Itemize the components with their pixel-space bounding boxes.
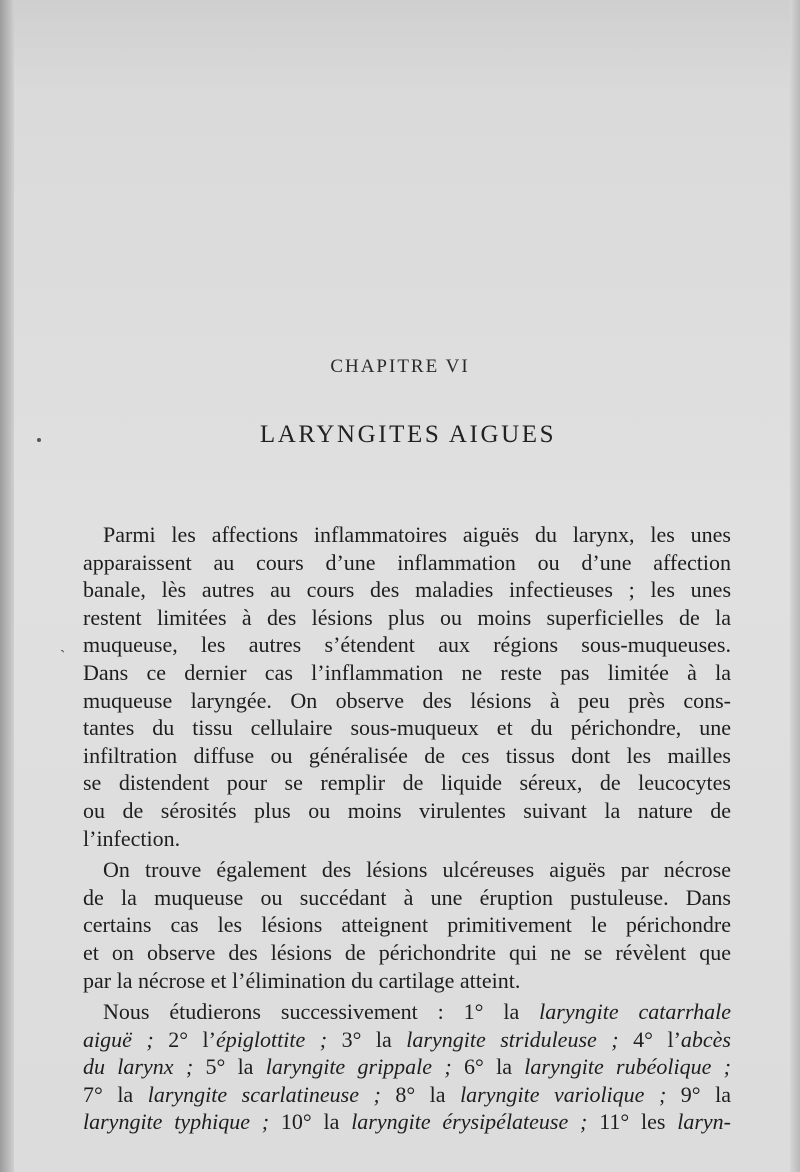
italic-run: laryn- (677, 1109, 731, 1135)
text-run: Nous étudierons successivement : 1° la (103, 999, 540, 1025)
text-line: l’infection. (83, 825, 181, 851)
text-line: tantes du tissu cellulaire sous-muqueux et du périchondre, une (83, 715, 731, 741)
text-run: 6° la (451, 1054, 525, 1080)
italic-run: laryngite catarrhale (539, 999, 731, 1025)
italic-run: laryngite érysipélateuse ; (351, 1109, 588, 1135)
page-right-edge-shadow (790, 0, 800, 1172)
paragraph-enumeration (83, 998, 731, 1136)
text-line: Dans ce dernier cas l’inflammation ne reste pas limitée à la (83, 659, 731, 685)
text-run: 3° la (327, 1026, 407, 1052)
text-line (83, 1108, 731, 1136)
text-line: muqueuse, les autres s’étendent aux régions sous-muqueuses. (83, 632, 731, 658)
text-line: banale, lès autres au cours des maladies infectieuses ; les unes (83, 577, 731, 603)
page-left-edge-shadow (0, 0, 14, 1172)
text-run: 11° les (587, 1109, 678, 1135)
text-run: 2° l’ (153, 1026, 216, 1052)
text-run: 7° la (83, 1081, 148, 1107)
chapter-title: LARYNGITES AIGUES (259, 421, 557, 448)
italic-run: laryngite rubéolique ; (524, 1054, 731, 1080)
text-line: On trouve également des lésions ulcéreuses aiguës par nécrose (103, 857, 731, 883)
text-run: 5° la (193, 1054, 266, 1080)
text-line: de la muqueuse ou succédant à une éruption pustuleuse. Dans (83, 884, 731, 910)
text-line: muqueuse laryngée. On observe des lésions à peu près cons- (83, 687, 731, 713)
italic-run: laryngite striduleuse ; (406, 1026, 619, 1052)
text-line: restent limitées à des lésions plus ou moins superficielles de la (83, 604, 731, 630)
text-line: et on observe des lésions de périchondrite qui ne se révèlent que (83, 939, 731, 965)
italic-run: laryngite typhique ; (83, 1109, 270, 1135)
text-run: 9° la (666, 1081, 731, 1107)
italic-run: aiguë ; (83, 1026, 154, 1052)
text-line: infiltration diffuse ou généralisée de ces tissus dont les mailles (83, 742, 731, 768)
chapter-body (83, 521, 731, 1136)
italic-run: laryngite scarlatineuse ; (147, 1081, 381, 1107)
italic-run: laryngite variolique ; (460, 1081, 667, 1107)
italic-run: abcès (680, 1026, 731, 1052)
text-line (83, 1053, 731, 1081)
text-run: 4° l’ (618, 1026, 681, 1052)
text-run: 8° la (380, 1081, 461, 1107)
text-line (83, 998, 731, 1026)
italic-run: épiglottite ; (216, 1026, 328, 1052)
text-line (83, 1081, 731, 1109)
chapter-number: CHAPITRE VI (330, 356, 470, 377)
text-line: apparaissent au cours d’une inflammation ou d’une affection (83, 549, 731, 575)
text-line: par la nécrose et l’élimination du cartilage atteint. (83, 967, 521, 993)
text-line: ou de sérosités plus ou moins virulentes suivant la nature de (83, 797, 731, 823)
paragraph-1 (83, 521, 731, 852)
text-run: 10° la (269, 1109, 352, 1135)
italic-run: laryngite grippale ; (265, 1054, 452, 1080)
paragraph-2 (83, 856, 731, 994)
text-line (83, 1026, 731, 1054)
text-line: certains cas les lésions atteignent primitivement le périchondre (83, 912, 731, 938)
text-line: Parmi les affections inflammatoires aiguës du larynx, les unes (103, 522, 731, 547)
margin-mark: ˏ (60, 636, 66, 653)
text-line: se distendent pour se remplir de liquide séreux, de leucocytes (83, 770, 731, 796)
italic-run: du larynx ; (83, 1054, 194, 1080)
